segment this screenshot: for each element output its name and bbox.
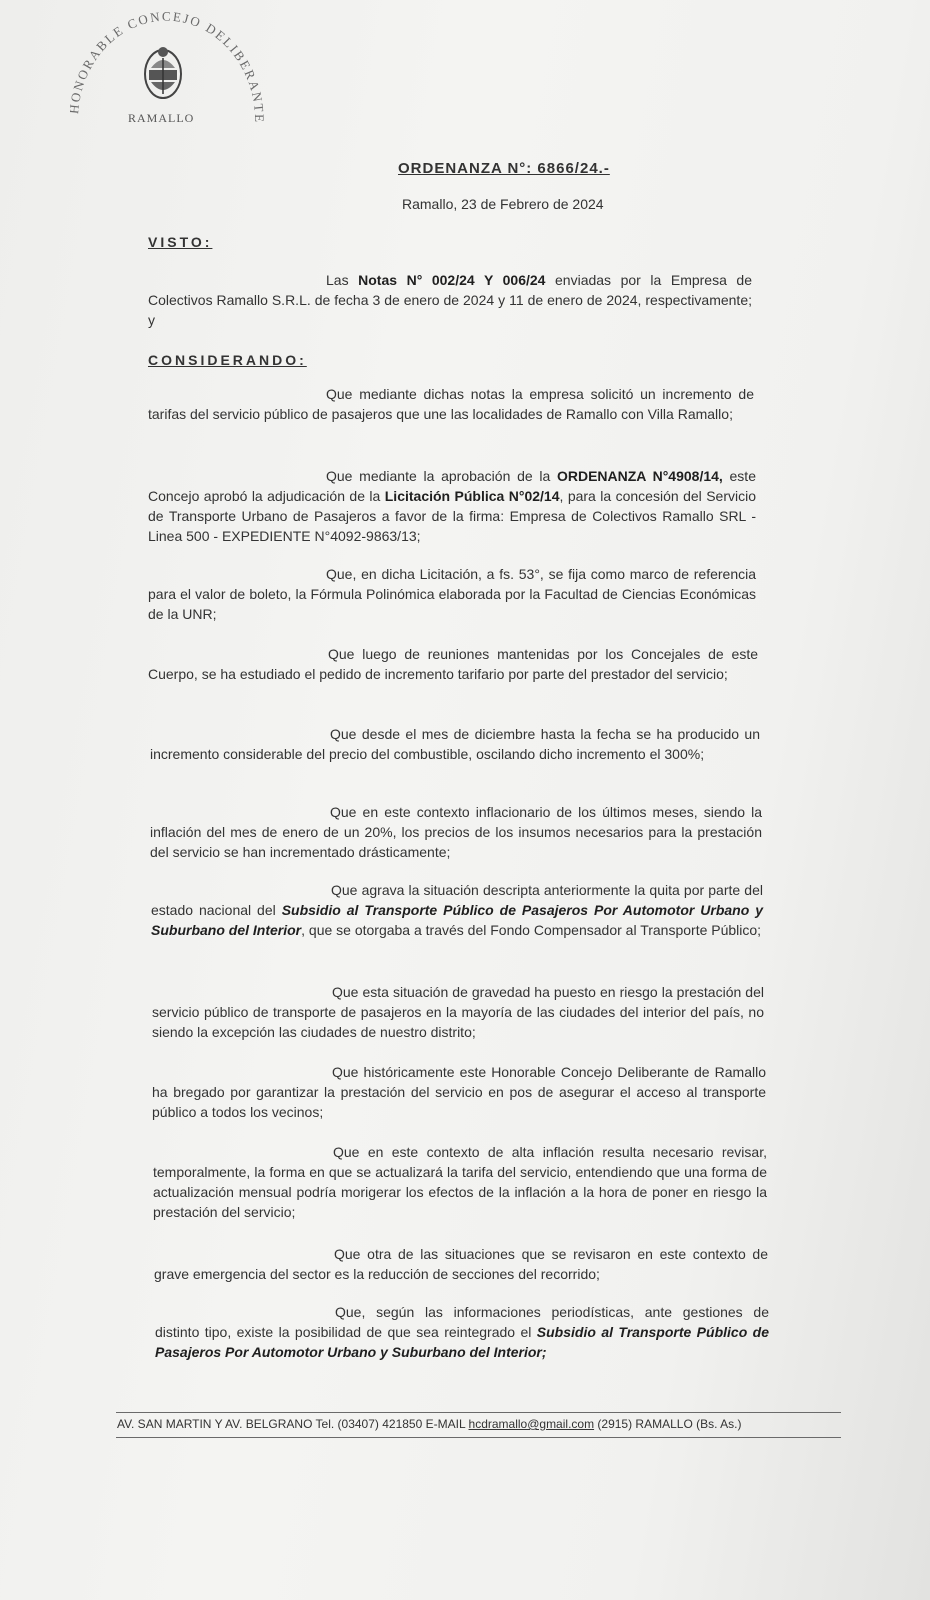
visto-heading: VISTO: [148,234,213,250]
considerando-paragraph-5: Que desde el mes de diciembre hasta la fecha se ha producido un incremento considerable del precio del combustible, oscilando dicho incremento el 300%; [150,726,760,762]
footer-rule-bottom [116,1437,841,1438]
footer-email-link[interactable]: hcdramallo@gmail.com [468,1417,595,1431]
considerando-paragraph-4: Que luego de reuniones mantenidas por los Concejales de este Cuerpo, se ha estudiado el pedido de incremento tarifario por parte del prestador del servicio; [148,646,758,682]
ordinance-title: ORDENANZA N°: 6866/24.- [398,160,610,177]
ordinance-date: Ramallo, 23 de Febrero de 2024 [402,196,604,212]
visto-paragraph: Las Notas N° 002/24 Y 006/24 enviadas por la Empresa de Colectivos Ramallo S.R.L. de fecha 3 de enero de 2024 y 11 de enero de 2024, respectivamente; y [148,272,753,328]
svg-text:HONORABLE CONCEJO DELIBERANTE: NORABLE CONCEJO DELIBERANTE [70,8,268,125]
considerando-paragraph-6: Que en este contexto inflacionario de los últimos meses, siendo la inflación del mes de enero de un 20%, los precios de los insumos necesarios para la prestación del servicio se han incrementado drásticamente; [150,804,762,860]
considerando-paragraph-9: Que históricamente este Honorable Concejo Deliberante de Ramallo ha bregado por garantizar la prestación del servicio en pos de asegurar el acceso al transporte público a todos los vecinos; [152,1064,766,1120]
considerando-paragraph-8: Que esta situación de gravedad ha puesto en riesgo la prestación del servicio público de transporte de pasajeros en la mayoría de las ciudades del interior del país, no siendo la excepción las ciudades de nuestro distrito; [152,984,764,1040]
considerando-paragraph-3: Que, en dicha Licitación, a fs. 53°, se fija como marco de referencia para el valor de boleto, la Fórmula Polinómica elaborada por la Facultad de Ciencias Económicas de la UNR; [148,566,756,622]
footer-rule-top [116,1412,841,1413]
considerando-heading: CONSIDERANDO: [148,352,307,368]
considerando-paragraph-12: Que, según las informaciones periodísticas, ante gestiones de distinto tipo, existe la posibilidad de que sea reintegrado el Subsidio al Transporte Público de Pasajeros Por Automotor Urbano y Suburbano del Interior; [155,1304,769,1360]
considerando-paragraph-2: Que mediante la aprobación de la ORDENANZA N°4908/14, este Concejo aprobó la adjudicación de la Licitación Pública N°02/14, para la concesión del Servicio de Transporte Urbano de Pasajeros a favor de la firma: Empresa de Colectivos Ramallo SRL - Linea 500 - EXPEDIENTE N°4092-9863/13; [148,468,756,544]
considerando-paragraph-1: Que mediante dichas notas la empresa solicitó un incremento de tarifas del servicio público de pasajeros que une las localidades de Ramallo con Villa Ramallo; [148,386,754,422]
seal-bottom-text: RAMALLO [128,111,195,125]
considerando-paragraph-10: Que en este contexto de alta inflación resulta necesario revisar, temporalmente, la forma en que se actualizará la tarifa del servicio, entendiendo que una forma de actualización mensual podría morigerar los efectos de la inflación a la hora de poner en riesgo la prestación del servicio; [153,1144,767,1220]
considerando-paragraph-11: Que otra de las situaciones que se revisaron en este contexto de grave emergencia del sector es la reducción de secciones del recorrido; [154,1246,768,1282]
footer-address: AV. SAN MARTIN Y AV. BELGRANO Tel. (03407) 421850 E-MAIL hcdramallo@gmail.com (2915) RAMALLO (Bs. As.) [117,1417,742,1431]
considerando-paragraph-7: Que agrava la situación descripta anteriormente la quita por parte del estado nacional del Subsidio al Transporte Público de Pasajeros Por Automotor Urbano y Suburbano del Interior, que se otorgaba a través del Fondo Compensador al Transporte Público; [151,882,763,938]
